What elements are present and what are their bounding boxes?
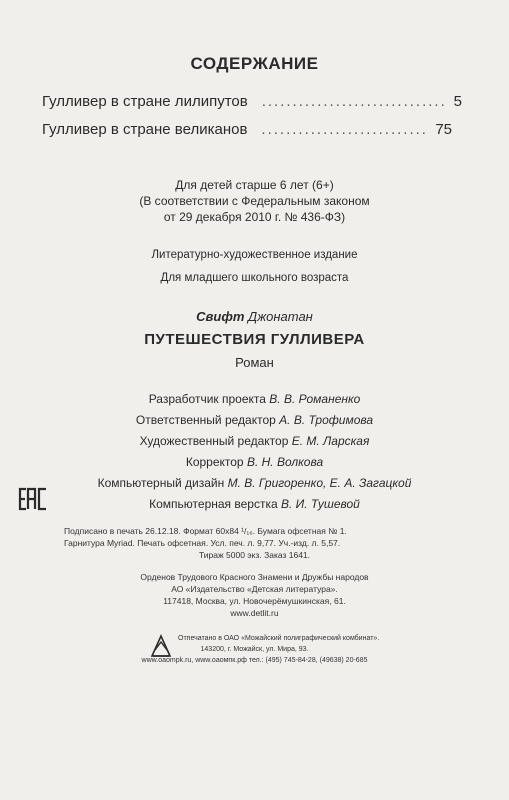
author-name: Джонатан xyxy=(248,309,313,324)
toc-entry-title: Гулливер в стране лилипутов xyxy=(42,93,248,110)
author-surname: Свифт xyxy=(196,309,245,324)
toc-heading: СОДЕРЖАНИЕ xyxy=(190,54,319,73)
credit-role: Корректор xyxy=(185,455,244,469)
printer-line: www.oaompk.ru, www.оаомпк.рф тел.: (495) 745-84-28, (49638) 20-685 xyxy=(141,657,368,664)
toc-entry xyxy=(42,93,462,110)
edition-audience: Для младшего школьного возраста xyxy=(160,272,349,284)
credit-role: Ответственный редактор xyxy=(135,413,276,427)
book-genre: Роман xyxy=(235,355,274,370)
printer-line: Отпечатано в ОАО «Можайский полиграфический комбинат». xyxy=(178,635,380,642)
credit-name: В. Н. Волкова xyxy=(246,455,324,469)
credit-line xyxy=(0,413,509,427)
print-info-line: Тираж 5000 экз. Заказ 1641. xyxy=(198,550,311,560)
eac-certification-mark xyxy=(18,487,48,511)
publisher-line: 117418, Москва, ул. Новочерёмушкинская, 61. xyxy=(163,596,346,606)
age-rating: Для детей старше 6 лет (6+) xyxy=(175,178,334,192)
credit-line xyxy=(0,476,509,490)
toc-entry-title: Гулливер в стране великанов xyxy=(42,121,248,138)
toc-entry-page: 5 xyxy=(453,93,462,110)
credit-name: М. В. Григоренко, Е. А. Загацкой xyxy=(227,476,412,490)
publisher-line: АО «Издательство «Детская литература». xyxy=(171,584,338,594)
printer-line: 143200, г. Можайск, ул. Мира, 93. xyxy=(200,646,309,653)
credit-line xyxy=(0,497,509,511)
publisher-website: www.detlit.ru xyxy=(230,608,279,618)
book-title: ПУТЕШЕСТВИЯ ГУЛЛИВЕРА xyxy=(144,331,365,348)
author xyxy=(0,309,509,324)
credit-line xyxy=(0,392,509,406)
edition-type: Литературно-художественное издание xyxy=(151,249,358,261)
toc-entry-page: 75 xyxy=(435,121,452,138)
toc-entry xyxy=(42,121,452,138)
print-info-line: Гарнитура Myriad. Печать офсетная. Усл. печ. л. 9,77. Уч.-изд. л. 5,57. xyxy=(64,538,341,548)
age-law-line: (В соответствии с Федеральным законом xyxy=(139,194,370,208)
credit-name: В. В. Романенко xyxy=(269,392,361,406)
credit-line xyxy=(0,455,509,469)
credit-line xyxy=(0,434,509,448)
toc-leader-dots xyxy=(262,93,448,110)
credit-name: Е. М. Ларская xyxy=(291,434,370,448)
credit-role: Разработчик проекта xyxy=(148,392,266,406)
publisher-line: Орденов Трудового Красного Знамени и Дружбы народов xyxy=(140,572,369,582)
toc-leader-dots xyxy=(261,121,429,138)
eac-mark-text: EAC xyxy=(18,487,21,488)
credit-name: А. В. Трофимова xyxy=(279,413,374,427)
credit-role: Художественный редактор xyxy=(139,434,289,448)
credit-role: Компьютерный дизайн xyxy=(97,476,225,490)
age-law-line: от 29 декабря 2010 г. № 436-ФЗ) xyxy=(163,210,346,224)
credit-role: Компьютерная верстка xyxy=(149,497,278,511)
credit-name: В. И. Тушевой xyxy=(281,497,360,511)
print-info-line: Подписано в печать 26.12.18. Формат 60x84 ¹/₁₆. Бумага офсетная № 1. xyxy=(64,526,347,536)
